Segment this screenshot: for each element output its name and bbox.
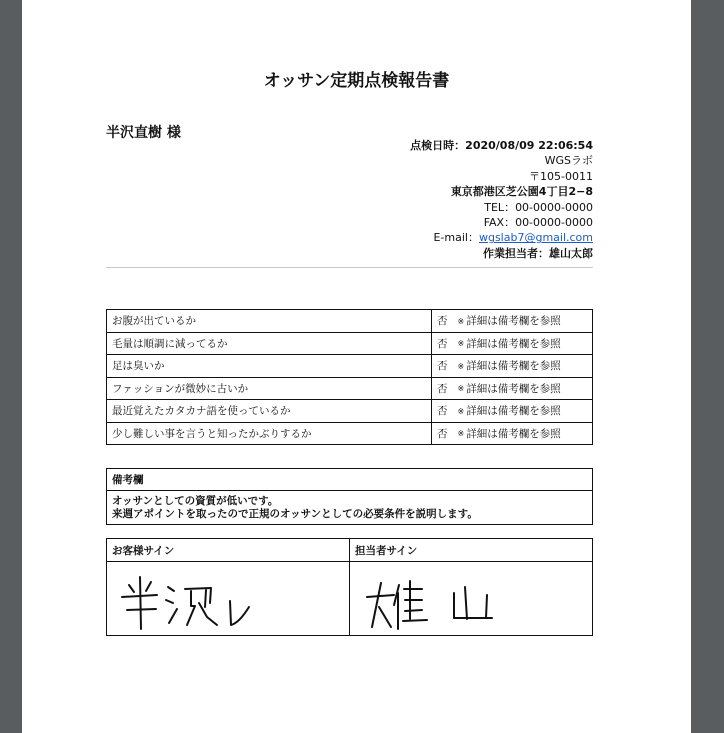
check-result: 否 ※ 詳細は備考欄を参照 bbox=[432, 332, 593, 355]
note-mark: ※ bbox=[457, 384, 465, 394]
check-result: 否 ※ 詳細は備考欄を参照 bbox=[432, 310, 593, 333]
check-note: 詳細は備考欄を参照 bbox=[466, 360, 561, 373]
note-mark: ※ bbox=[457, 406, 465, 416]
remarks-header: 備考欄 bbox=[107, 469, 593, 491]
postal-code: 〒105-0011 bbox=[529, 169, 593, 183]
check-note: 詳細は備考欄を参照 bbox=[466, 427, 561, 440]
note-mark: ※ bbox=[457, 361, 465, 371]
check-item: ファッションが微妙に古いか bbox=[107, 377, 432, 400]
report-title: オッサン定期点検報告書 bbox=[263, 71, 450, 91]
table-row bbox=[107, 332, 593, 355]
table-row bbox=[107, 422, 593, 445]
report-page bbox=[22, 0, 691, 733]
divider bbox=[106, 267, 593, 268]
inspection-datetime: 点検日時：2020/08/09 22:06:54 bbox=[410, 139, 593, 152]
check-note: 詳細は備考欄を参照 bbox=[466, 315, 561, 328]
check-result: 否 ※ 詳細は備考欄を参照 bbox=[432, 400, 593, 423]
check-item: お腹が出ているか bbox=[107, 310, 432, 333]
staff-signature bbox=[350, 562, 593, 636]
fax: FAX：00-0000-0000 bbox=[483, 216, 593, 230]
checklist-table bbox=[106, 309, 593, 445]
staff-sign-label: 担当者サイン bbox=[350, 539, 593, 562]
check-result: 否 ※ 詳細は備考欄を参照 bbox=[432, 422, 593, 445]
note-mark: ※ bbox=[457, 339, 465, 349]
check-note: 詳細は備考欄を参照 bbox=[466, 337, 561, 350]
note-mark: ※ bbox=[457, 316, 465, 326]
check-item: 最近覚えたカタカナ語を使っているか bbox=[107, 400, 432, 423]
signature-table bbox=[106, 538, 593, 636]
check-result: 否 ※ 詳細は備考欄を参照 bbox=[432, 355, 593, 378]
address: 東京都港区芝公園4丁目2−8 bbox=[450, 185, 593, 199]
company-info bbox=[410, 138, 593, 261]
recipient-name: 半沢直樹 様 bbox=[106, 125, 181, 141]
email-row bbox=[410, 230, 593, 245]
table-row bbox=[107, 400, 593, 423]
customer-signature-handwriting bbox=[107, 563, 349, 635]
tel: TEL：00-0000-0000 bbox=[484, 200, 593, 214]
check-item: 少し難しい事を言うと知ったかぶりするか bbox=[107, 422, 432, 445]
email-label: E-mail： bbox=[433, 231, 479, 245]
note-mark: ※ bbox=[457, 429, 465, 439]
table-row bbox=[107, 310, 593, 333]
remarks-table bbox=[106, 468, 593, 525]
staff-signature-handwriting bbox=[350, 563, 592, 635]
staff-name: 作業担当者：雄山太郎 bbox=[483, 246, 593, 260]
table-row bbox=[107, 355, 593, 378]
customer-signature bbox=[107, 562, 350, 636]
check-result: 否 ※ 詳細は備考欄を参照 bbox=[432, 377, 593, 400]
email-link[interactable]: wgslab7@gmail.com bbox=[478, 231, 593, 245]
check-note: 詳細は備考欄を参照 bbox=[466, 382, 561, 395]
remarks-body bbox=[107, 491, 593, 525]
remarks-line: オッサンとしての資質が低いです。 bbox=[112, 494, 279, 507]
check-item: 足は臭いか bbox=[107, 355, 432, 378]
company-name: WGSラボ bbox=[544, 154, 593, 168]
table-row bbox=[107, 377, 593, 400]
check-note: 詳細は備考欄を参照 bbox=[466, 405, 561, 418]
remarks-line: 来週アポイントを取ったので正規のオッサンとしての必要条件を説明します。 bbox=[112, 507, 478, 520]
customer-sign-label: お客様サイン bbox=[107, 539, 350, 562]
check-item: 毛量は順調に減ってるか bbox=[107, 332, 432, 355]
